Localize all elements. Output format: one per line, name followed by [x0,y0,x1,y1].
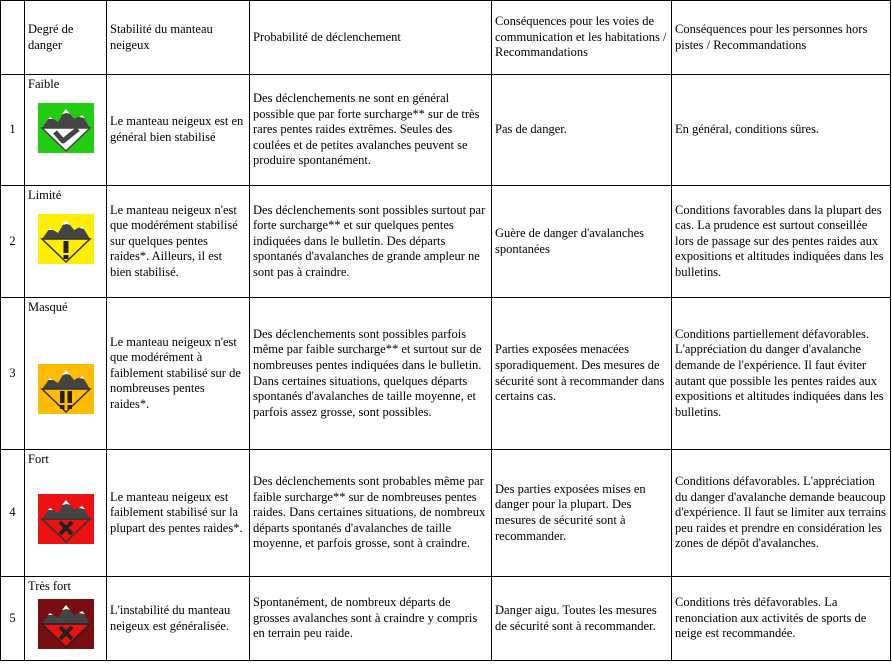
stability-cell: Le manteau neigeux n'est que modérément stabilisé sur quelques pentes raides*. Ailleurs, il est bien stabilisé. [107,186,250,298]
offpiste-cell: En général, conditions sûres. [672,75,891,186]
warning-icon [38,214,94,264]
cross-icon [38,494,94,544]
infrastructure-cell: Parties exposées menacées sporadiquement. Des mesures de sécurité sont à recommander dans certains cas. [492,298,672,450]
offpiste-cell: Conditions partiellement défavorables. L'appréciation du danger d'avalanche demande de l'expérience. Il faut éviter autant que possible les pentes raides aux expositions et altitudes indiquées dans les bulletins. [672,298,891,450]
level-number: 4 [1,450,25,577]
header-offpiste: Conséquences pour les personnes hors pistes / Recommandations [672,1,891,75]
probability-cell: Spontanément, de nombreux départs de grosses avalanches sont à craindre y compris en terrain peu raide. [250,577,492,661]
check-icon [38,103,94,153]
level-cell [25,298,107,450]
stability-cell: L'instabilité du manteau neigeux est généralisée. [107,577,250,661]
header-stability: Stabilité du manteau neigeux [107,1,250,75]
table-row [1,75,891,186]
table-row [1,298,891,450]
level-name: Très fort [28,579,71,593]
level-name: Masqué [28,300,68,314]
offpiste-cell: Conditions très défavorables. La renonciation aux activités de sports de neige est recommandée. [672,577,891,661]
stability-cell: Le manteau neigeux est en général bien stabilisé [107,75,250,186]
level-cell [25,450,107,577]
probability-cell: Des déclenchements ne sont en général possible que par forte surcharge** sur de très rares pentes raides extrêmes. Seules des coulées et de petites avalanches peuvent se produire spontanément. [250,75,492,186]
stability-cell: Le manteau neigeux est faiblement stabilisé sur la plupart des pentes raides*. [107,450,250,577]
level-cell [25,75,107,186]
level-name: Limité [28,188,62,202]
stability-cell: Le manteau neigeux n'est que modérément à faiblement stabilisé sur de nombreuses pentes raides*. [107,298,250,450]
level-number: 3 [1,298,25,450]
level-cell [25,577,107,661]
level-name: Faible [28,77,60,91]
table-row [1,577,891,661]
offpiste-cell: Conditions favorables dans la plupart des cas. La prudence est surtout conseillée lors de passage sur des pentes raides aux expositions et altitudes indiquées dans les bulletins. [672,186,891,298]
header-infrastructure: Conséquences pour les voies de communication et les habitations / Recommandations [492,1,672,75]
infrastructure-cell: Pas de danger. [492,75,672,186]
probability-cell: Des déclenchements sont possibles parfois même par faible surcharge** et surtout sur de nombreuses pentes indiquées dans le bulletin. Dans certaines situations, quelques départs spontanés d'avalanches de taille moyenne, et parfois assez grosse, sont possibles. [250,298,492,450]
header-probability: Probabilité de déclenchement [250,1,492,75]
offpiste-cell: Conditions défavorables. L'appréciation du danger d'avalanche demande beaucoup d'expérience. Il faut se limiter aux terrains peu raides et prendre en considération les zones de dépôt d'avalanches. [672,450,891,577]
infrastructure-cell: Danger aigu. Toutes les mesures de sécurité sont à recommander. [492,577,672,661]
probability-cell: Des déclenchements sont possibles surtout par forte surcharge** et sur quelques pentes indiquées dans le bulletin. Des départs spontanés d'avalanches de grande ampleur ne sont pas à craindre. [250,186,492,298]
infrastructure-cell: Guère de danger d'avalanches spontanées [492,186,672,298]
level-number: 2 [1,186,25,298]
table-row [1,450,891,577]
level-number: 1 [1,75,25,186]
level-cell [25,186,107,298]
table-row [1,186,891,298]
header-row [1,1,891,75]
header-degree: Degré de danger [25,1,107,75]
header-number [1,1,25,75]
probability-cell: Des déclenchements sont probables même par faible surcharge** sur de nombreuses pentes raides. Dans certaines situations, de nombreux départs spontanés d'avalanches de taille moyenne, et parfois grosse, sont à craindre. [250,450,492,577]
level-name: Fort [28,452,49,466]
level-number: 5 [1,577,25,661]
double-cross-icon [38,599,94,649]
infrastructure-cell: Des parties exposées mises en danger pour la plupart. Des mesures de sécurité sont à recommander. [492,450,672,577]
double-warning-icon [38,364,94,414]
